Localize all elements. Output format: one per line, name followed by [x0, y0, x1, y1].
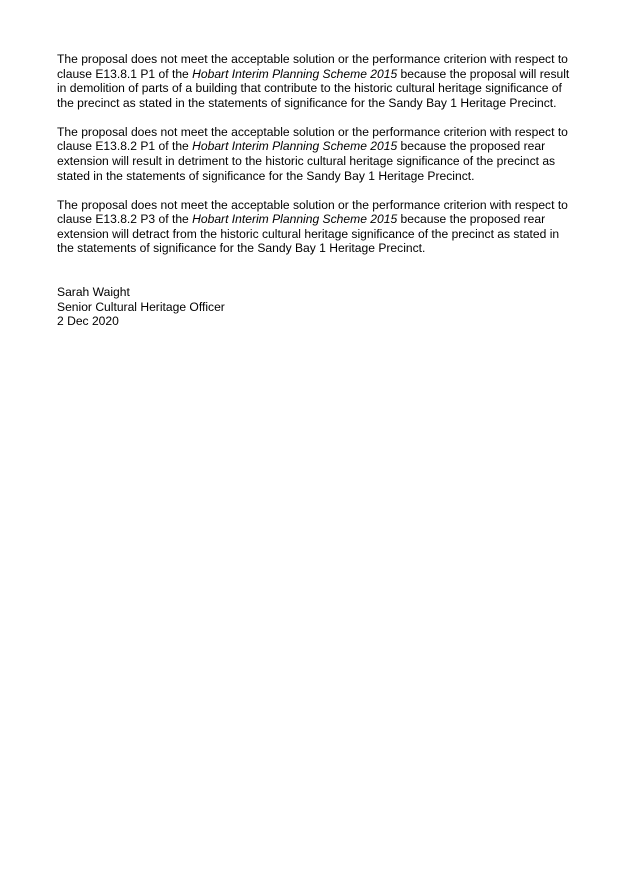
paragraph-text: The proposal does not meet the acceptable solution or the performance criterion with respect to clause E13.8.2 P3 of the [57, 197, 568, 227]
planning-scheme-title: Hobart Interim Planning Scheme 2015 [192, 66, 398, 81]
paragraph-text: because the proposal will result in demolition of parts of a building that contribute to the historic cultural heritage significance of the precinct as stated in the statements of significance for the Sandy Bay 1 Heritage Precinct. [57, 66, 570, 110]
planning-scheme-title: Hobart Interim Planning Scheme 2015 [192, 139, 398, 154]
signatory-name: Sarah Waight [57, 284, 130, 299]
paragraph-text: because the proposed rear extension will detract from the historic cultural heritage significance of the precinct as stated in the statements of significance for the Sandy Bay 1 Heritage Precinct. [57, 212, 560, 256]
paragraph-text: The proposal does not meet the acceptable solution or the performance criterion with respect to clause E13.8.1 P1 of the [57, 52, 568, 81]
paragraph-text: because the proposed rear extension will result in detriment to the historic cultural heritage significance of the precinct as stated in the statements of significance for the Sandy Bay 1 Heritage Precinct. [57, 139, 556, 183]
paragraph-e13-8-2-p1 [57, 125, 577, 183]
signature-date: 2 Dec 2020 [57, 314, 119, 329]
paragraph-e13-8-2-p3 [57, 198, 577, 256]
signatory-title: Senior Cultural Heritage Officer [57, 299, 225, 314]
planning-scheme-title: Hobart Interim Planning Scheme 2015 [192, 212, 398, 227]
signature-block [57, 285, 577, 329]
paragraph-text: The proposal does not meet the acceptable solution or the performance criterion with respect to clause E13.8.2 P1 of the [57, 124, 568, 154]
paragraph-e13-8-1-p1 [57, 52, 577, 110]
document-body [57, 52, 577, 329]
